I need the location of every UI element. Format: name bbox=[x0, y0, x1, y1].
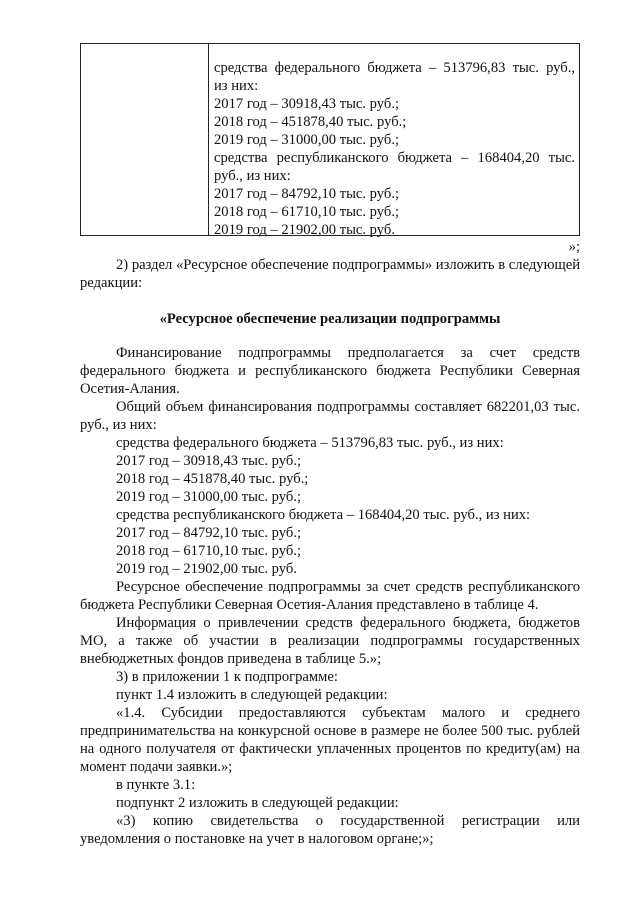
financing-paragraph: Финансирование подпрограммы предполагается за счет средств федерального бюджета и республиканского бюджета Республики Северная Осетия-Алания. bbox=[80, 345, 580, 397]
item-3-line: 3) в приложении 1 к подпрограмме: bbox=[116, 669, 338, 685]
federal-2018-line: 2018 год – 451878,40 тыс. руб.; bbox=[116, 471, 309, 487]
point-3-1-line: в пункте 3.1: bbox=[116, 777, 196, 793]
document-body bbox=[80, 344, 580, 848]
republic-2017-line: 2017 год – 84792,10 тыс. руб.; bbox=[116, 525, 302, 541]
funds-info-paragraph: Информация о привлечении средств федерального бюджета, бюджетов МО, а также об участии в реализации подпрограммы государственных внебюджетных фондов приведена в таблице 5.»; bbox=[80, 615, 580, 667]
republic-2019-line: 2019 год – 21902,00 тыс. руб. bbox=[116, 561, 297, 577]
closing-quote-mark: »; bbox=[568, 239, 580, 255]
section-heading: «Ресурсное обеспечение реализации подпрограммы bbox=[159, 311, 501, 327]
republic-2018-line: 2018 год – 61710,10 тыс. руб.; bbox=[116, 543, 302, 559]
total-financing-paragraph: Общий объем финансирования подпрограммы составляет 682201,03 тыс. руб., из них: bbox=[80, 399, 580, 433]
point-1-4-line: пункт 1.4 изложить в следующей редакции: bbox=[116, 687, 388, 703]
subpoint-2-text: «3) копию свидетельства о государственной регистрации или уведомления о постановке на учет в налоговом органе;»; bbox=[80, 813, 580, 847]
table-cell-line: 2019 год – 31000,00 тыс. руб.; bbox=[214, 132, 400, 148]
republic-budget-line: средства республиканского бюджета – 168404,20 тыс. руб., из них: bbox=[116, 507, 531, 523]
table-cell-line: из них: bbox=[214, 78, 259, 94]
table-cell-line: 2018 год – 61710,10 тыс. руб.; bbox=[214, 204, 400, 220]
table-cell-line: 2017 год – 84792,10 тыс. руб.; bbox=[214, 186, 400, 202]
table-cell-line: 2018 год – 451878,40 тыс. руб.; bbox=[214, 114, 407, 130]
budget-table bbox=[80, 43, 580, 236]
federal-2017-line: 2017 год – 30918,43 тыс. руб.; bbox=[116, 453, 302, 469]
item-2-paragraph: 2) раздел «Ресурсное обеспечение подпрограммы» изложить в следующей редакции: bbox=[80, 257, 580, 291]
table-column-divider bbox=[208, 44, 209, 235]
table-cell-line: средства республиканского бюджета – 168404,20 тыс. bbox=[214, 150, 575, 166]
table-cell-line: 2019 год – 21902,00 тыс. руб. bbox=[214, 222, 395, 238]
table-cell-line: руб., из них: bbox=[214, 168, 291, 184]
point-1-4-text: «1.4. Субсидии предоставляются субъектам малого и среднего предпринимательства на конкурсной основе в размере не более 500 тыс. рублей на одного получателя от фактически уплаченных процентов по кредиту(ам) на момент подачи заявки.»; bbox=[80, 705, 580, 775]
federal-budget-line: средства федерального бюджета – 513796,83 тыс. руб., из них: bbox=[116, 435, 504, 451]
table-cell-line: средства федерального бюджета – 513796,83 тыс. руб., bbox=[214, 60, 575, 76]
item-2-block bbox=[80, 256, 580, 292]
table-cell-line: 2017 год – 30918,43 тыс. руб.; bbox=[214, 96, 400, 112]
subpoint-2-line: подпункт 2 изложить в следующей редакции: bbox=[116, 795, 399, 811]
table-right-cell bbox=[214, 59, 575, 239]
federal-2019-line: 2019 год – 31000,00 тыс. руб.; bbox=[116, 489, 302, 505]
resources-paragraph: Ресурсное обеспечение подпрограммы за счет средств республиканского бюджета Республики Северная Осетия-Алания представлено в таблице 4. bbox=[80, 579, 580, 613]
